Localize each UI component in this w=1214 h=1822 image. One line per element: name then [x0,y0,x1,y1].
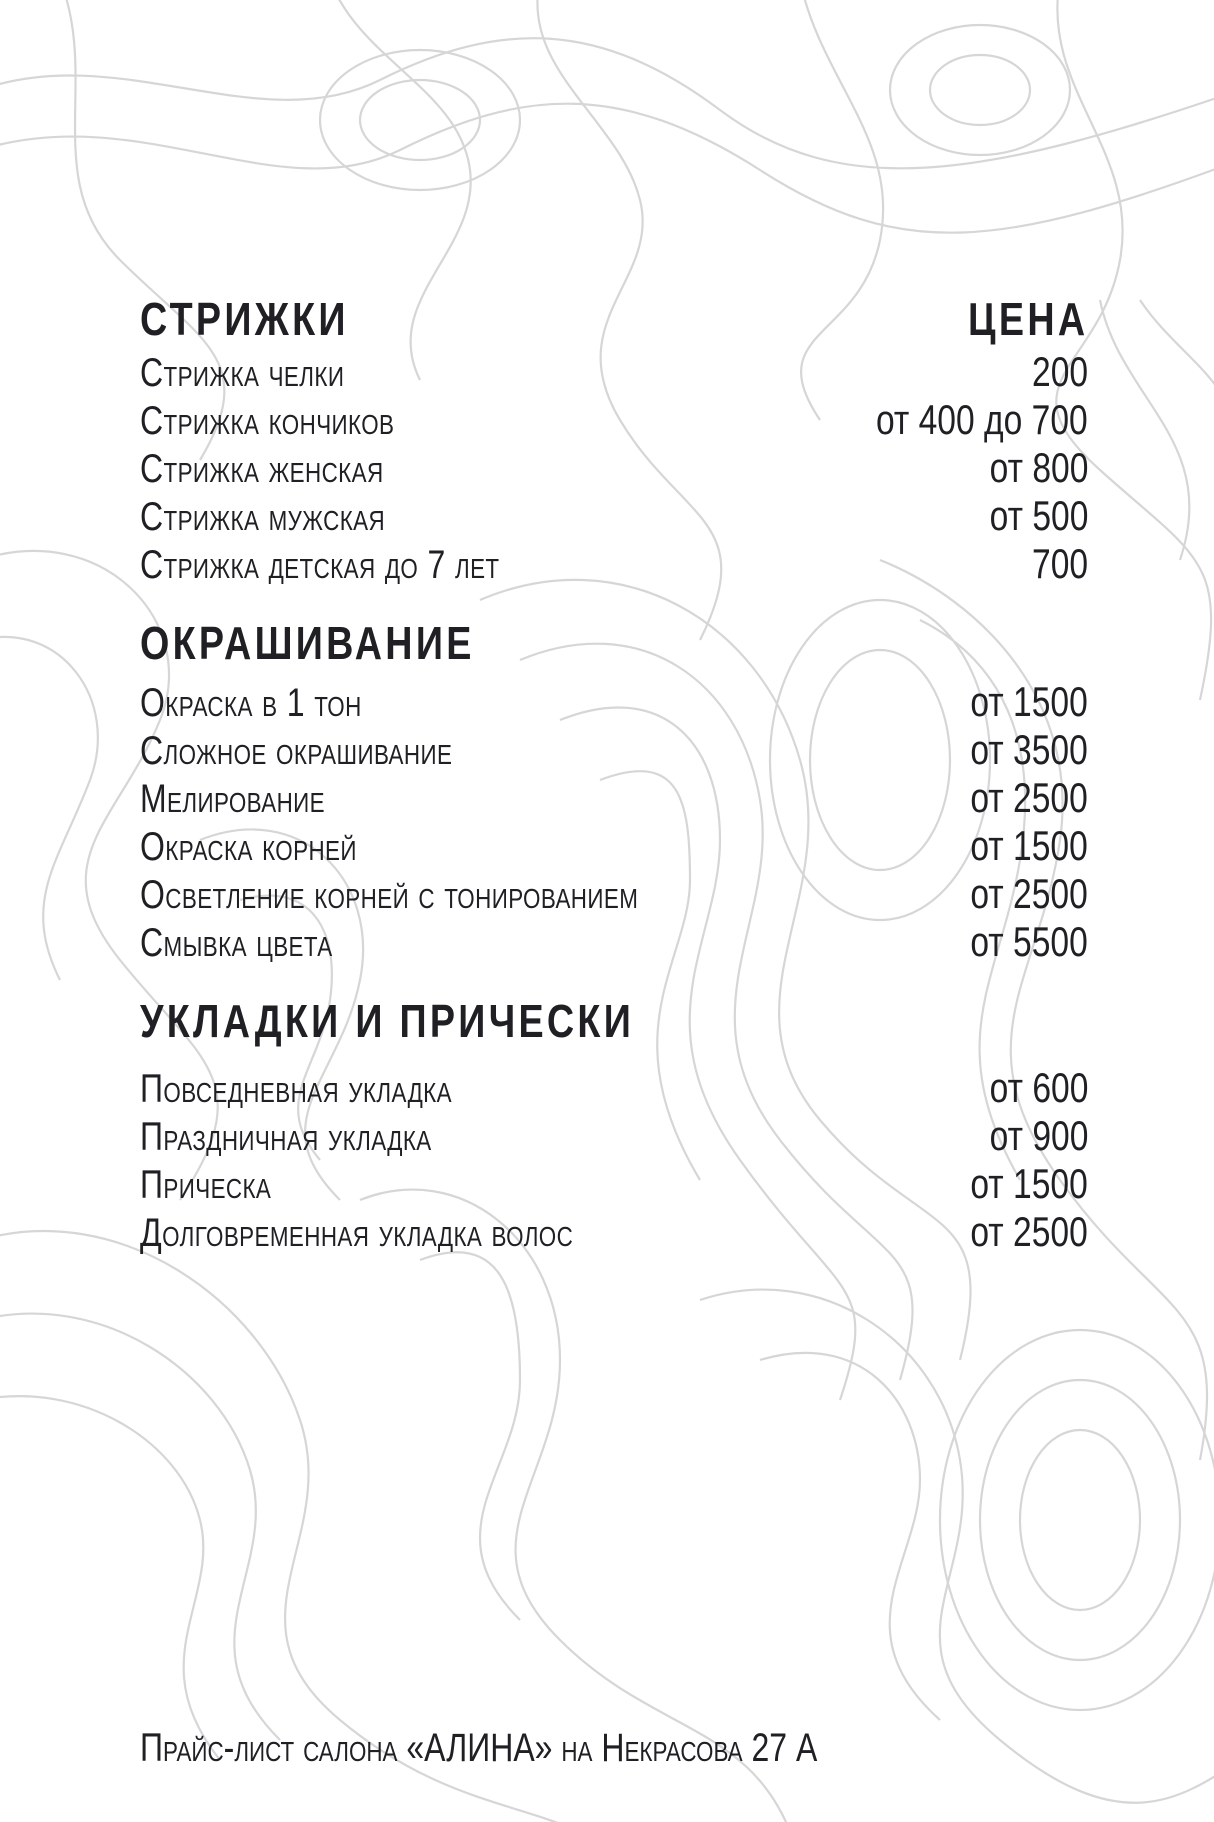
list-item [140,678,1088,726]
section-styling [140,992,1088,1256]
service-price: от 2500 [970,1208,1088,1255]
service-name: Стрижка кончиков [140,399,395,443]
section-header [140,290,1088,348]
section-haircuts [140,290,1088,588]
service-price: от 1500 [970,822,1088,869]
service-price: 700 [1031,540,1088,587]
list-item [140,492,1088,540]
service-price: 200 [1031,348,1088,395]
service-price: от 2500 [970,774,1088,821]
list-item [140,726,1088,774]
section-title: ОКРАШИВАНИЕ [140,617,475,669]
service-name: Смывка цвета [140,921,333,965]
service-name: Сложное окрашивание [140,729,453,773]
service-price: от 1500 [970,1160,1088,1207]
service-name: Окраска в 1 тон [140,681,362,725]
footer-caption: Прайс-лист салона «АЛИНА» на Некрасова 27 А [140,1726,818,1770]
service-name: Мелирование [140,777,326,821]
service-price: от 900 [989,1112,1088,1159]
service-name: Стрижка мужская [140,495,386,539]
service-name: Осветление корней с тонированием [140,873,639,917]
list-item [140,1208,1088,1256]
service-name: Прическа [140,1163,272,1207]
service-name: Стрижка челки [140,351,345,395]
list-item [140,444,1088,492]
list-item [140,540,1088,588]
section-title: УКЛАДКИ И ПРИЧЕСКИ [140,995,635,1047]
section-title: СТРИЖКИ [140,293,349,345]
service-name: Стрижка женская [140,447,384,491]
list-item [140,822,1088,870]
list-item [140,348,1088,396]
service-price: от 3500 [970,726,1088,773]
list-item [140,1160,1088,1208]
service-name: Окраска корней [140,825,357,869]
service-name: Долговременная укладка волос [140,1211,574,1255]
list-item [140,918,1088,966]
service-price: от 500 [989,492,1088,539]
list-item [140,774,1088,822]
list-item [140,870,1088,918]
service-name: Праздничная укладка [140,1115,432,1159]
service-name: Повседневная укладка [140,1067,452,1111]
list-item [140,396,1088,444]
service-price: от 600 [989,1064,1088,1111]
service-price: от 400 до 700 [876,396,1088,443]
service-price: от 2500 [970,870,1088,917]
price-column-header: ЦЕНА [968,293,1089,345]
service-name: Стрижка детская до 7 лет [140,543,500,587]
list-item [140,1112,1088,1160]
service-price: от 5500 [970,918,1088,965]
section-coloring [140,614,1088,966]
service-price: от 800 [989,444,1088,491]
price-list [140,290,1088,1282]
service-price: от 1500 [970,678,1088,725]
list-item [140,1064,1088,1112]
